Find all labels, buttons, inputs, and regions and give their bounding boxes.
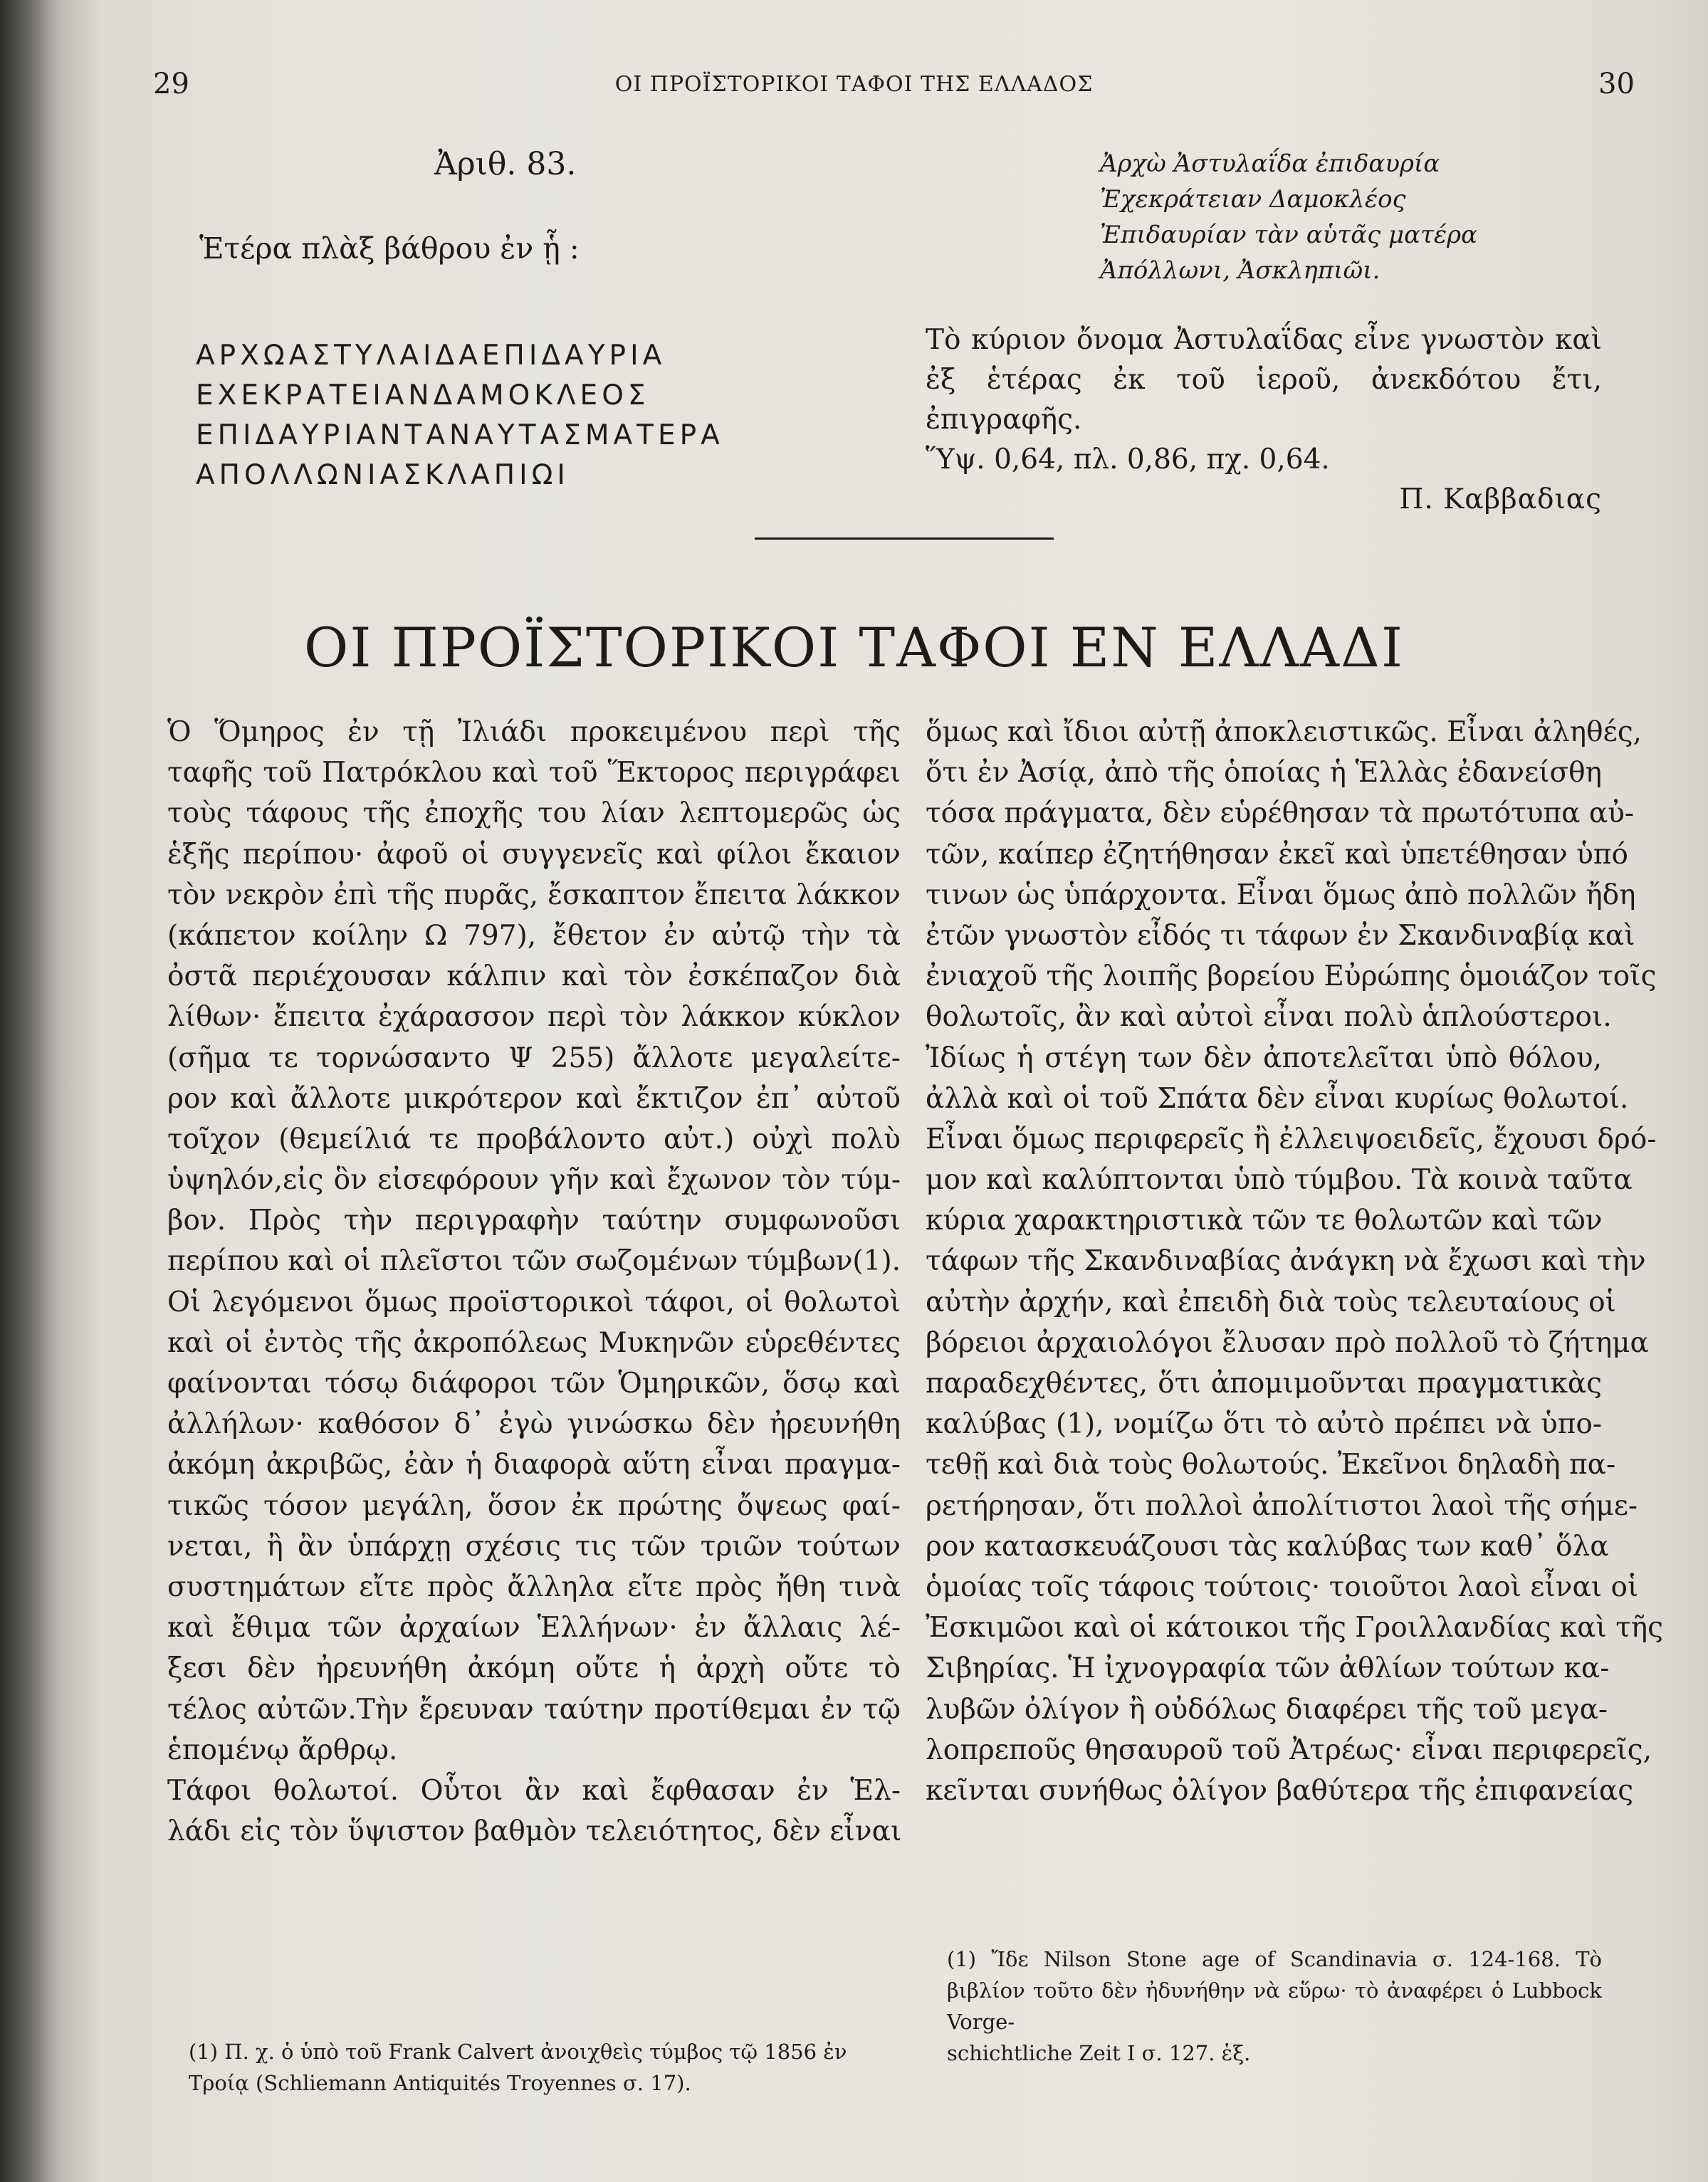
inscription-number: Ἀριθ. 83. [434, 146, 577, 182]
text-line: ρον καὶ ἄλλοτε μικρότερον καὶ ἔκτιζον ἐπ᾽ αὐτοῦ [167, 1082, 901, 1115]
text-line: τὸν νεκρὸν ἐπὶ τῆς πυρᾶς, ἔσκαπτον ἔπειτα λάκκον [167, 878, 901, 911]
transcription-line: Ἀρχὼ Ἀστυλαΐδα ἐπιδαυρία [1100, 150, 1440, 178]
text-line: τινων ὡς ὑπάρχοντα. Εἶναι ὅμως ἀπὸ πολλῶν ἤδη [926, 878, 1636, 911]
text-line: καλύβας (1), νομίζω ὅτι τὸ αὐτὸ πρέπει νὰ ὑπο- [926, 1408, 1602, 1441]
text-line: ἑπομένῳ ἄρθρῳ. [167, 1733, 398, 1766]
text-line: Ἰδίως ἡ στέγη των δὲν ἀποτελεῖται ὑπὸ θόλου, [926, 1042, 1602, 1074]
right-column [926, 712, 1663, 1811]
text-line: Σιβηρίας. Ἡ ἰχνογραφία τῶν ἀθλίων τούτων κα- [926, 1652, 1610, 1685]
running-head [0, 68, 1708, 103]
text-line: Τάφοι θολωτοί. Οὗτοι ἂν καὶ ἔφθασαν ἐν Ἑλ- [167, 1774, 901, 1807]
text-line: ταφῆς τοῦ Πατρόκλου καὶ τοῦ Ἕκτορος περιγράφει [167, 757, 901, 790]
left-column [167, 712, 901, 1852]
text-line: ὑψηλόν,εἰς ὃν εἰσεφόρουν γῆν καὶ ἔχωνον τὸν τύμ- [167, 1164, 901, 1197]
transcription-line: Ἐπιδαυρίαν τὰν αὑτᾶς ματέρα [1100, 221, 1478, 249]
transcription-line: Ἀπόλλωνι, Ἀσκληπιῶι. [1100, 256, 1380, 285]
inscription-line: ΑΡΧΩΑΣΤΥΛΑΙΔΑΕΠΙΔΑΥΡΙΑ [196, 340, 666, 372]
inscription-line: ΕΧΕΚΡΑΤΕΙΑΝΔΑΜΟΚΛΕΟΣ [196, 379, 650, 411]
text-line: βόρειοι ἀρχαιολόγοι ἔλυσαν πρὸ πολλοῦ τὸ ζήτημα [926, 1326, 1649, 1359]
text-line: τάφων τῆς Σκανδιναβίας ἀνάγκη νὰ ἔχωσι καὶ τὴν [926, 1245, 1646, 1278]
text-line: νεται, ἢ ἂν ὑπάρχῃ σχέσις τις τῶν τριῶν τούτων [167, 1530, 901, 1563]
text-line: κεῖνται συνήθως ὀλίγον βαθύτερα τῆς ἐπιφανείας [926, 1774, 1634, 1807]
footnote-line: Τροίᾳ (Schliemann Antiquités Troyennes σ. 17). [189, 2071, 691, 2095]
footnote-left [189, 2036, 901, 2099]
text-line: ὅτι ἐν Ἀσίᾳ, ἀπὸ τῆς ὁποίας ἡ Ἑλλὰς ἐδανείσθη [926, 757, 1602, 790]
inscription-line: ΑΠΟΛΛΩΝΙΑΣΚΛΑΠΙΩΙ [196, 459, 570, 491]
text-line: κύρια χαρακτηριστικὰ τῶν τε θολωτῶν καὶ τῶν [926, 1205, 1603, 1237]
text-line: ἀκόμη ἀκριβῶς, ἐὰν ἡ διαφορὰ αὕτη εἶναι πραγμα- [167, 1449, 901, 1481]
text-line: Ὁ Ὅμηρος ἐν τῇ Ἰλιάδι προκειμένου περὶ τῆς [167, 716, 901, 748]
inscription-line: ΕΠΙΔΑΥΡΙΑΝΤΑΝΑΥΤΑΣΜΑΤΕΡΑ [196, 419, 724, 451]
footnote-line: schichtliche Zeit I σ. 127. ἑξ. [947, 2041, 1251, 2065]
text-line: ἐνιαχοῦ τῆς λοιπῆς βορείου Εὐρώπης ὁμοιάζον τοῖς [926, 960, 1657, 993]
inscription-text [196, 336, 724, 495]
commentary-line: Τὸ κύριον ὄνομα Ἀστυλαΐδας εἶνε γνωστὸν καὶ [926, 324, 1602, 356]
text-line: ἑξῆς περίπου· ἀφοῦ οἱ συγγενεῖς καὶ φίλοι ἔκαιον [167, 838, 901, 871]
text-line: βον. Πρὸς τὴν περιγραφὴν ταύτην συμφωνοῦσι [167, 1205, 901, 1237]
text-line: λάδι εἰς τὸν ὕψιστον βαθμὸν τελειότητος, δὲν εἶναι [167, 1815, 902, 1848]
text-line: Εἶναι ὅμως περιφερεῖς ἢ ἐλλειψοειδεῖς, ἔχουσι δρό- [926, 1123, 1657, 1155]
text-line: αὐτὴν ἀρχήν, καὶ ἐπειδὴ διὰ τοὺς τελευταίους οἱ [926, 1286, 1616, 1318]
text-line: ρον κατασκευάζουσι τὰς καλύβας των καθ᾽ ὅλα [926, 1530, 1609, 1563]
footnote-line: βιβλίον τοῦτο δὲν ἠδυνήθην νὰ εὕρω· τὸ ἀναφέρει ὁ Lubbock Vorge- [947, 1978, 1602, 2034]
text-line: τικῶς τόσον μεγάλη, ὅσον ἐκ πρώτης ὄψεως φαί- [167, 1489, 901, 1522]
text-line: (κάπετον κοίλην Ω 797), ἔθετον ἐν αὐτῷ τὴν τὰ [167, 919, 901, 952]
text-line: μον καὶ καλύπτονται ὑπὸ τύμβου. Τὰ κοινὰ ταῦτα [926, 1164, 1633, 1197]
text-line: τέλος αὐτῶν.Τὴν ἔρευναν ταύτην προτίθεμαι ἐν τῷ [167, 1693, 901, 1726]
inscription-transcription [1100, 146, 1477, 288]
text-line: θολωτοῖς, ἂν καὶ αὐτοὶ εἶναι πολὺ ἁπλούστεροι. [926, 1001, 1612, 1034]
inscription-intro: Ἑτέρα πλὰξ βάθρου ἐν ᾗ : [199, 231, 580, 266]
text-line: τοῖχον (θεμείλιά τε προβάλοντο αὐτ.) οὐχὶ πολὺ [167, 1123, 901, 1155]
text-line: φαίνονται τόσῳ διάφοροι τῶν Ὁμηρικῶν, ὅσῳ καὶ [167, 1368, 901, 1400]
text-line: λοπρεποῦς θησαυροῦ τοῦ Ἀτρέως· εἶναι περιφερεῖς, [926, 1733, 1652, 1766]
text-line: περίπου καὶ οἱ πλεῖστοι τῶν σωζομένων τύμβων(1). [167, 1245, 901, 1278]
text-line: λίθων· ἔπειτα ἐχάρασσον περὶ τὸν λάκκον κύκλον [167, 1001, 901, 1034]
footnote-right [947, 1944, 1602, 2069]
page-number-right: 30 [1598, 68, 1635, 100]
text-line: παραδεχθέντες, ὅτι ἀπομιμοῦνται πραγματικὰς [926, 1368, 1602, 1400]
text-line: τεθῇ καὶ διὰ τοὺς θολωτούς. Ἐκεῖνοι δηλαδὴ πα- [926, 1449, 1616, 1481]
page-number-left: 29 [153, 68, 189, 100]
transcription-line: Ἐχεκράτειαν Δαμοκλέος [1100, 185, 1406, 214]
commentary-line: Ὕψ. 0,64, πλ. 0,86, πχ. 0,64. [926, 444, 1330, 476]
text-line: τοὺς τάφους τῆς ἐποχῆς του λίαν λεπτομερῶς ὡς [167, 797, 901, 830]
text-line: ὅμως καὶ ἴδιοι αὐτῇ ἀποκλειστικῶς. Εἶναι ἀληθές, [926, 716, 1642, 748]
text-line: Ἐσκιμῶοι καὶ οἱ κάτοικοι τῆς Γροιλλανδίας καὶ τῆς [926, 1612, 1663, 1645]
author-signature: Π. Καββαδιας [1399, 483, 1602, 515]
section-divider [755, 537, 1054, 540]
text-line: ὀστᾶ περιέχουσαν κάλπιν καὶ τὸν ἐσκέπαζον διὰ [167, 960, 901, 993]
text-line: ἐτῶν γνωστὸν εἶδός τι τάφων ἐν Σκανδιναβίᾳ καὶ [926, 919, 1635, 952]
footnote-line: (1) Π. χ. ὁ ὑπὸ τοῦ Frank Calvert ἀνοιχθεὶς τύμβος τῷ 1856 ἐν [189, 2040, 847, 2064]
text-line: καὶ ἔθιμα τῶν ἀρχαίων Ἑλλήνων· ἐν ἄλλαις λέ- [167, 1612, 901, 1645]
text-line: καὶ οἱ ἐντὸς τῆς ἀκροπόλεως Μυκηνῶν εὑρεθέντες [167, 1326, 901, 1359]
footnote-line: (1) Ἴδε Nilson Stone age of Scandinavia σ. 124-168. Τὸ [947, 1947, 1602, 1971]
text-line: (σῆμα τε τορνώσαντο Ψ 255) ἄλλοτε μεγαλείτε- [167, 1042, 901, 1074]
text-line: συστημάτων εἴτε πρὸς ἄλληλα εἴτε πρὸς ἤθη τινὰ [167, 1570, 901, 1603]
article-title: ΟΙ ΠΡΟΪΣΤΟΡΙΚΟΙ ΤΑΦΟΙ ΕΝ ΕΛΛΑΔΙ [304, 616, 1404, 679]
text-line: ἀλλὰ καὶ οἱ τοῦ Σπάτα δὲν εἶναι κυρίως θολωτοί. [926, 1082, 1629, 1115]
inscription-commentary [926, 320, 1602, 520]
text-line: τόσα πράγματα, δὲν εὑρέθησαν τὰ πρωτότυπα αὐ- [926, 797, 1635, 830]
text-line: ὁμοίας τοῖς τάφοις τούτοις· τοιοῦτοι λαοὶ εἶναι οἱ [926, 1570, 1639, 1603]
text-line: ξεσι δὲν ἠρευνήθη ἀκόμη οὔτε ἡ ἀρχὴ οὔτε τὸ [167, 1652, 901, 1685]
commentary-line: ἐξ ἑτέρας ἐκ τοῦ ἱεροῦ, ἀνεκδότου ἔτι, ἐπιγραφῆς. [926, 364, 1602, 436]
text-line: τῶν, καίπερ ἐζητήθησαν ἐκεῖ καὶ ὑπετέθησαν ὑπό [926, 838, 1628, 871]
text-line: ρετήρησαν, ὅτι πολλοὶ ἀπολίτιστοι λαοὶ τῆς σήμε- [926, 1489, 1638, 1522]
text-line: Οἱ λεγόμενοι ὅμως προϊστορικοὶ τάφοι, οἱ θολωτοὶ [167, 1286, 901, 1318]
running-head-title: ΟΙ ΠΡΟΪΣΤΟΡΙΚΟΙ ΤΑΦΟΙ ΤΗΣ ΕΛΛΑΔΟΣ [614, 72, 1094, 97]
text-line: ἀλλήλων· καθόσον δ᾽ ἐγὼ γινώσκω δὲν ἠρευνήθη [167, 1408, 901, 1441]
text-line: λυβῶν ὀλίγον ἢ οὐδόλως διαφέρει τῆς τοῦ μεγα- [926, 1693, 1608, 1726]
